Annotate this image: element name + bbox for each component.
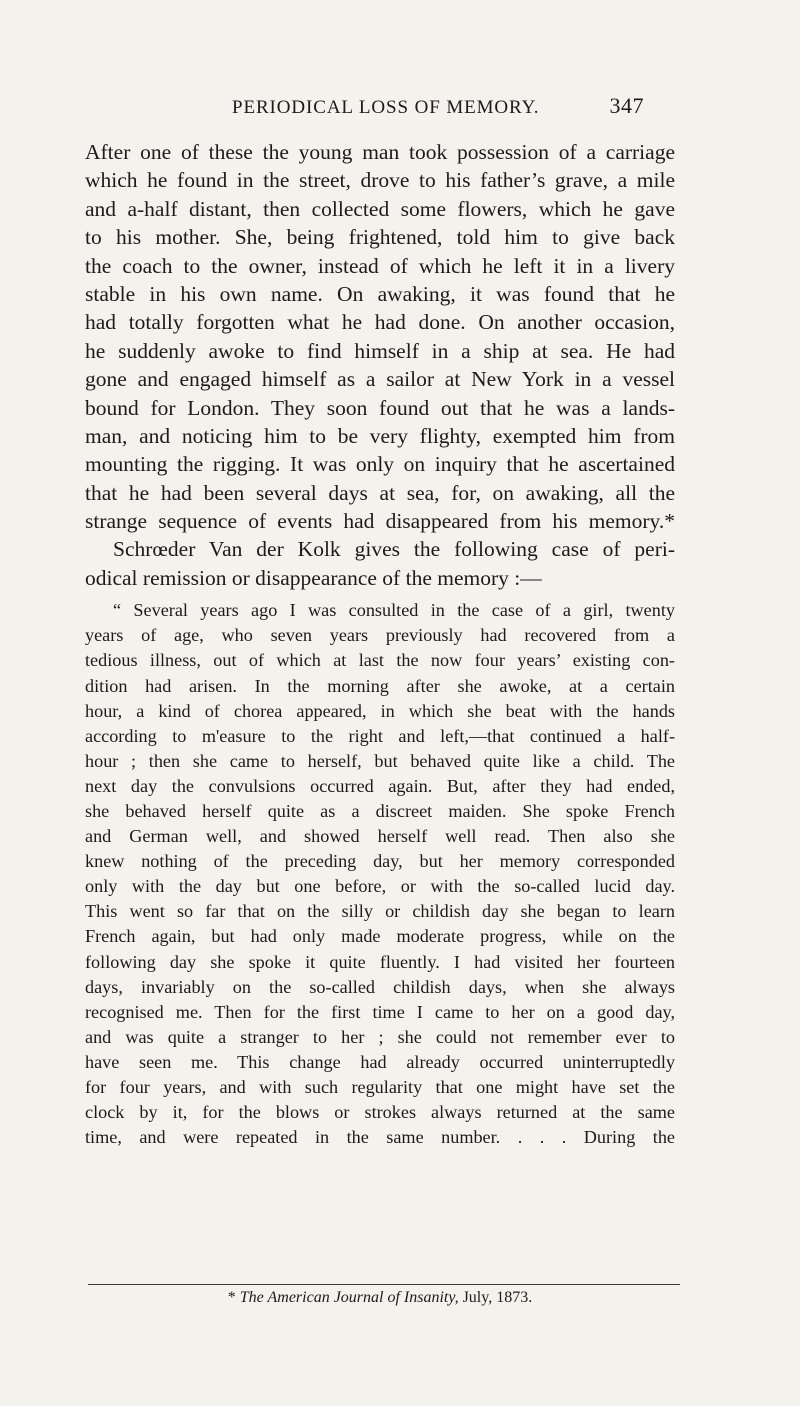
text-line: he suddenly awoke to find himself in a ship at sea. He had: [85, 338, 675, 363]
quote-line: years of age, who seven years previously had recovered from a: [85, 625, 675, 646]
text-line: gone and engaged himself as a sailor at New York in a vessel: [85, 367, 675, 392]
text-line: odical remission or disappearance of the memory :—: [85, 565, 542, 590]
quote-line: and German well, and showed herself well read. Then also she: [85, 826, 675, 847]
quote-line: she behaved herself quite as a discreet maiden. She spoke French: [85, 801, 675, 821]
text-line: After one of these the young man took possession of a carriage: [85, 140, 675, 164]
text-line: mounting the rigging. It was only on inquiry that he ascertained: [85, 452, 675, 477]
quote-line: only with the day but one before, or with the so-called lucid day.: [85, 876, 675, 897]
text-line: had totally forgotten what he had done. On another occasion,: [85, 310, 675, 335]
quote-line: days, invariably on the so-called childish days, when she always: [85, 976, 675, 997]
footnote-divider: [88, 1284, 680, 1285]
page-number: 347: [609, 93, 644, 118]
quote-line: French again, but had only made moderate progress, while on the: [85, 926, 675, 947]
quote-line: This went so far that on the silly or childish day she began to learn: [85, 901, 675, 922]
text-line: stable in his own name. On awaking, it was found that he: [85, 281, 675, 306]
footnote: [85, 1289, 675, 1307]
text-line: and a-half distant, then collected some flowers, which he gave: [85, 196, 675, 221]
quote-line: next day the convulsions occurred again. But, after they had ended,: [85, 775, 675, 796]
quote-line: following day she spoke it quite fluently. I had visited her fourteen: [85, 951, 675, 972]
quote-line: recognised me. Then for the first time I came to her on a good day,: [85, 1001, 675, 1022]
text-line: to his mother. She, being frightened, told him to give back: [85, 225, 675, 250]
text-line: strange sequence of events had disappeared from his memory.*: [85, 509, 675, 534]
quote-line: for four years, and with such regularity that one might have set the: [85, 1077, 675, 1098]
footnote-marker: *: [227, 1289, 236, 1306]
running-head: PERIODICAL LOSS OF MEMORY.: [232, 97, 540, 118]
quote-line: knew nothing of the preceding day, but her memory corresponded: [85, 851, 675, 872]
page-header: [232, 93, 644, 127]
quote-line: and was quite a stranger to her ; she could not remember ever to: [85, 1026, 675, 1047]
text-line: which he found in the street, drove to his father’s grave, a mile: [85, 168, 675, 193]
footnote-source-title: The American Journal of Insanity,: [239, 1289, 459, 1306]
quote-line: dition had arisen. In the morning after she awoke, at a certain: [85, 675, 675, 696]
quote-line: time, and were repeated in the same number. . . . During the: [85, 1127, 675, 1148]
paragraph-main: [85, 138, 675, 592]
footnote-date: July, 1873.: [462, 1289, 533, 1306]
paragraph-quotation: [85, 598, 675, 1150]
quote-line: have seen me. This change had already occurred uninterruptedly: [85, 1051, 675, 1072]
quote-line: according to m'easure to the right and left,—that continued a half-: [85, 725, 675, 746]
quote-line: “ Several years ago I was consulted in the case of a girl, twenty: [113, 600, 675, 621]
text-line: man, and noticing him to be very flighty, exempted him from: [85, 423, 675, 448]
text-line: the coach to the owner, instead of which he left it in a livery: [85, 253, 675, 278]
quote-line: hour, a kind of chorea appeared, in which she beat with the hands: [85, 700, 675, 721]
quote-line: clock by it, for the blows or strokes always returned at the same: [85, 1102, 675, 1123]
body-text: [85, 138, 675, 1150]
quote-line: tedious illness, out of which at last the now four years’ existing con-: [85, 650, 675, 671]
text-line: Schrœder Van der Kolk gives the following case of peri-: [113, 537, 675, 562]
text-line: that he had been several days at sea, for, on awaking, all the: [85, 480, 675, 505]
text-line: bound for London. They soon found out that he was a lands-: [85, 395, 675, 420]
quote-line: hour ; then she came to herself, but behaved quite like a child. The: [85, 750, 675, 771]
